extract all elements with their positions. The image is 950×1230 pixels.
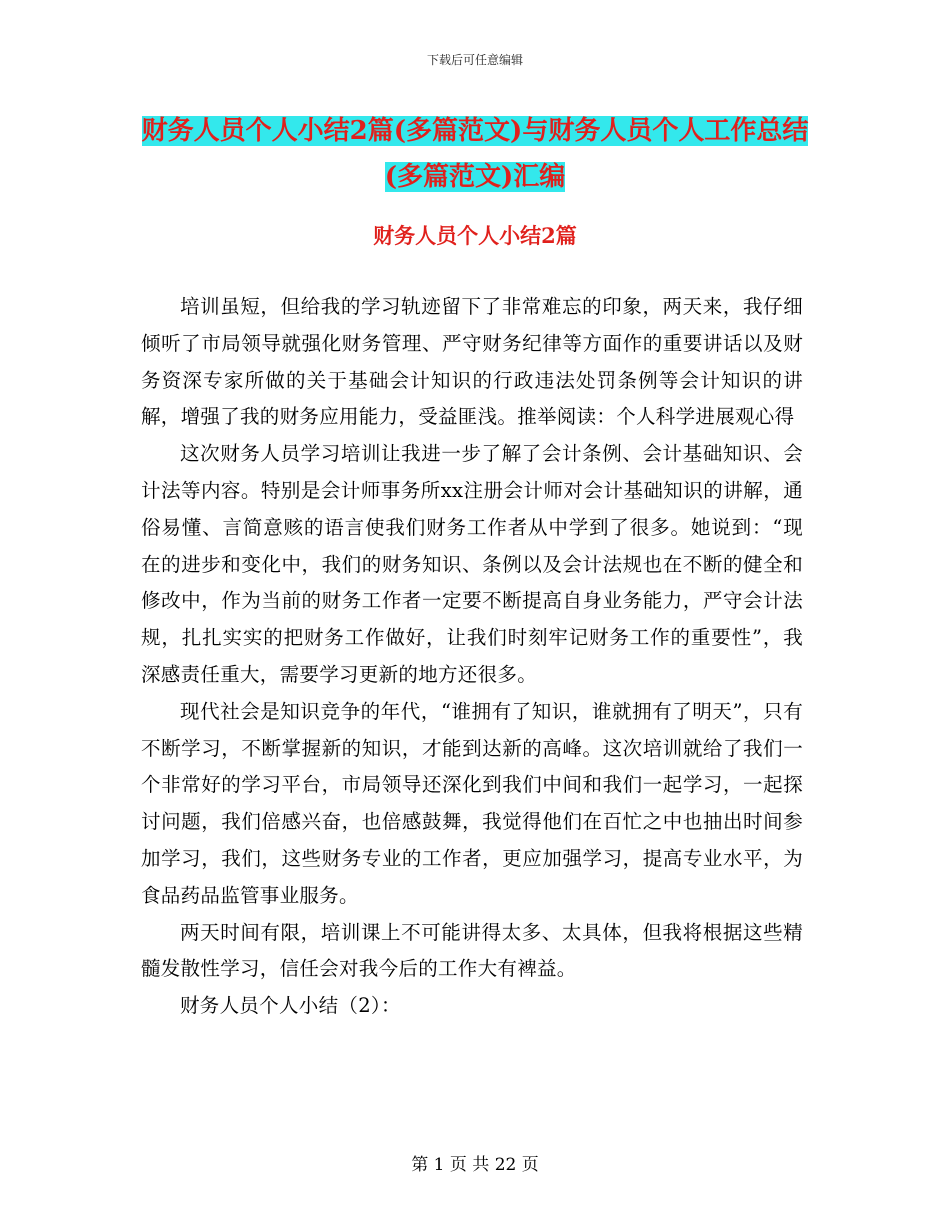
paragraph: 财务人员个人小结（2）： (180, 994, 401, 1018)
page-number: 第 1 页 共 22 页 (411, 1155, 539, 1175)
section-title: 财务人员个人小结2篇 (373, 223, 577, 248)
page-header-note: 下载后可任意编辑 (426, 53, 523, 67)
paragraph: 两天时间有限，培训课上不可能讲得太多、太具体，但我将根据这些精髓发散性学习，信任会对我今后的工作大有裨益。 (141, 920, 803, 981)
paragraph: 培训虽短，但给我的学习轨迹留下了非常难忘的印象，两天来，我仔细倾听了市局领导就强化财务管理、严守财务纪律等方面作的重要讲话以及财务资深专家所做的关于基础会计知识的行政违法处罚条例等会计知识的讲解，增强了我的财务应用能力，受益匪浅。推举阅读：个人科学进展观心得 (141, 295, 803, 429)
paragraph: 现代社会是知识竞争的年代，“谁拥有了知识，谁就拥有了明天”，只有不断学习，不断掌握新的知识，才能到达新的高峰。这次培训就给了我们一个非常好的学习平台，市局领导还深化到我们中间和我们一起学习，一起探讨问题，我们倍感兴奋，也倍感鼓舞，我觉得他们在百忙之中也抽出时间参加学习，我们，这些财务专业的工作者，更应加强学习，提高专业水平，为食品药品监管事业服务。 (141, 699, 803, 907)
document-body (141, 289, 803, 1025)
paragraph: 这次财务人员学习培训让我进一步了解了会计条例、会计基础知识、会计法等内容。特别是会计师事务所xx注册会计师对会计基础知识的讲解，通俗易懂、言简意赅的语言使我们财务工作者从中学到了很多。她说到：“现在的进步和变化中，我们的财务知识、条例以及会计法规也在不断的健全和修改中，作为当前的财务工作者一定要不断提高自身业务能力，严守会计法规，扎扎实实的把财务工作做好，让我们时刻牢记财务工作的重要性”，我深感责任重大，需要学习更新的地方还很多。 (141, 442, 803, 686)
document-title-text: 财务人员个人小结2篇(多篇范文)与财务人员个人工作总结(多篇范文)汇编 (141, 116, 809, 192)
document-title (140, 108, 810, 200)
